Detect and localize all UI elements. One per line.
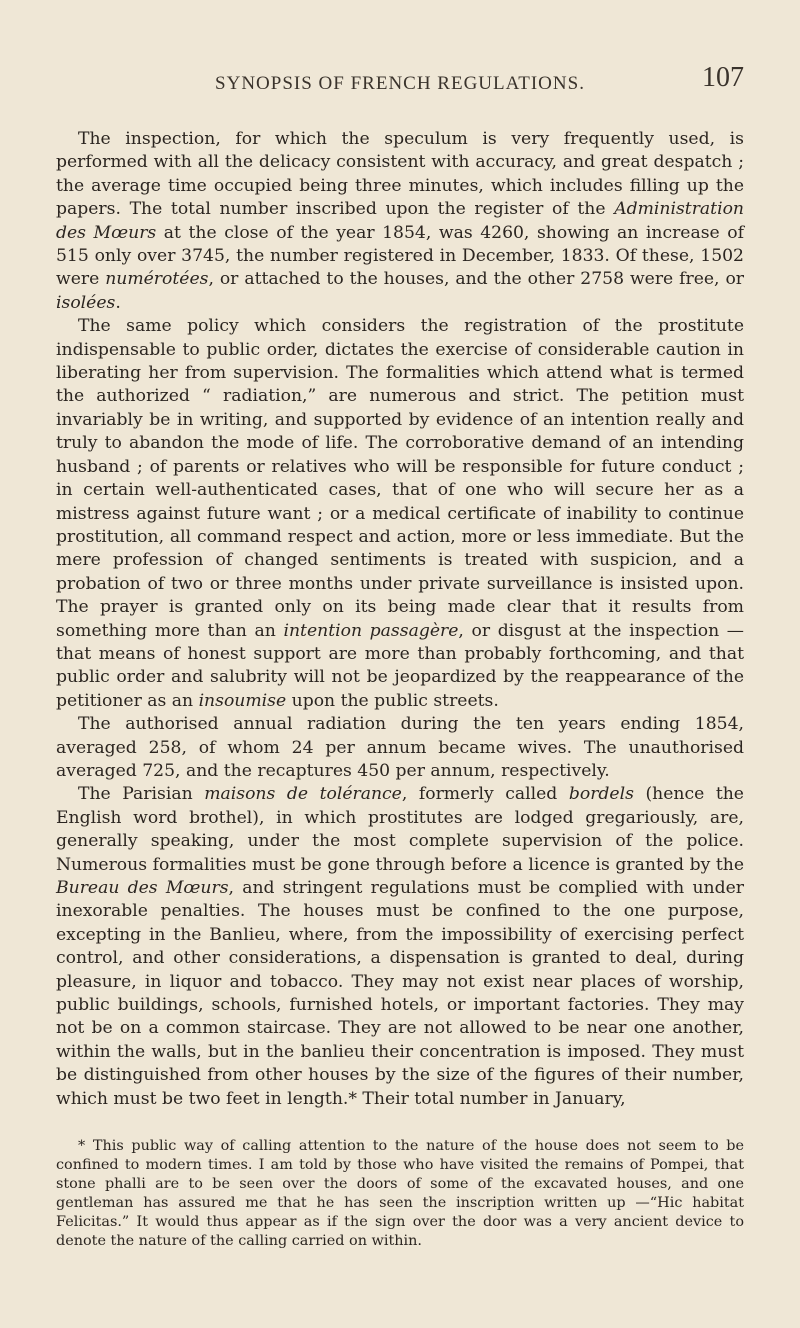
footnote: [56, 1137, 744, 1251]
italic-term: insoumise: [198, 690, 287, 711]
italic-term: intention passagère: [283, 620, 459, 641]
running-title: SYNOPSIS OF FRENCH REGULATIONS.: [215, 73, 585, 94]
italic-term: Bureau des Mœurs: [56, 878, 229, 898]
paragraph-inspection: The inspection, for which the speculum is very frequently used, is performed with all the delicacy consistent with accuracy, and great despatch ; the average time occupied being three minutes, which includes filling up the papers. The total number inscribed upon the register of the Administration des Mœurs at the close of the year 1854, was 4260, showing an increase of 515 only over 3745, the number registered in December, 1833. Of these, 1502 were numérotées, or attached to the houses, and the other 2758 were free, or isolées.: [56, 129, 745, 313]
italic-term: maisons de tolérance: [204, 784, 402, 805]
body-text: [56, 128, 744, 1111]
footnote-text: * This public way of calling attention to the nature of the house does not seem to be confined to modern times. I am told by those who have visited the remains of Pompei, that stone phalli are to be seen over the doors of some of the excavated houses, and one gentleman has assured me that he has seen the inscription written up —“Hic habitat Felicitas.” It would thus appear as if the sign over the door was a very ancient device to denote the nature of the calling carried on within.: [56, 1138, 744, 1250]
paragraph-maisons: The Parisian maisons de tolérance, formerly called bordels (hence the English word brothel), in which prostitutes are lodged gregariously, are, generally speaking, under the most complete supervision of the police. Numerous formalities must be gone through before a licence is granted by the Bureau des Mœurs, and stringent regulations must be complied with under inexorable penalties. The houses must be confined to the one purpose, excepting in the Banlieu, where, from the impossibility of exercising perfect control, and other considerations, a dispensation is granted to deal, during pleasure, in liquor and tobacco. They may not exist near places of worship, public buildings, schools, furnished hotels, or important factories. They may not be on a common staircase. They are not allowed to be near one another, within the walls, but in the banlieu their concentration is imposed. They must be distinguished from other houses by the size of the figures of their number, which must be two feet in length.* Their total number in January,: [56, 784, 745, 1109]
page-number: 107: [702, 62, 744, 93]
italic-term: numérotées: [105, 269, 209, 290]
paragraph-statistics: The authorised annual radiation during the ten years ending 1854, averaged 258, of whom 24 per annum became wives. The unauthorised averaged 725, and the recaptures 450 per annum, respectively.: [56, 714, 744, 781]
page-header: [56, 62, 744, 102]
italic-term: bordels: [568, 784, 634, 805]
italic-term: isolées: [56, 292, 116, 313]
italic-term: Administration des Mœurs: [56, 199, 744, 243]
paragraph-radiation: The same policy which considers the registration of the prostitute indispensable to public order, dictates the exercise of considerable caution in liberating her from supervision. The formalities which attend what is termed the authorized “ radiation,” are numerous and strict. The petition must invariably be in writing, and supported by evidence of an intention really and truly to abandon the mode of life. The corroborative demand of an intending husband ; of parents or relatives who will be responsible for future conduct ; in certain well-authenticated cases, that of one who will secure her as a mistress against future want ; or a medical certificate of inability to continue prostitution, all command respect and action, more or less immediate. But the mere profession of changed sentiments is treated with suspicion, and a probation of two or three months under private surveillance is insisted upon. The prayer is granted only on its being made clear that it results from something more than an intention passagère, or disgust at the inspection —that means of honest support are more than probably forthcoming, and that public order and salubrity will not be jeopardized by the reappearance of the petitioner as an insoumise upon the public streets.: [56, 316, 744, 711]
